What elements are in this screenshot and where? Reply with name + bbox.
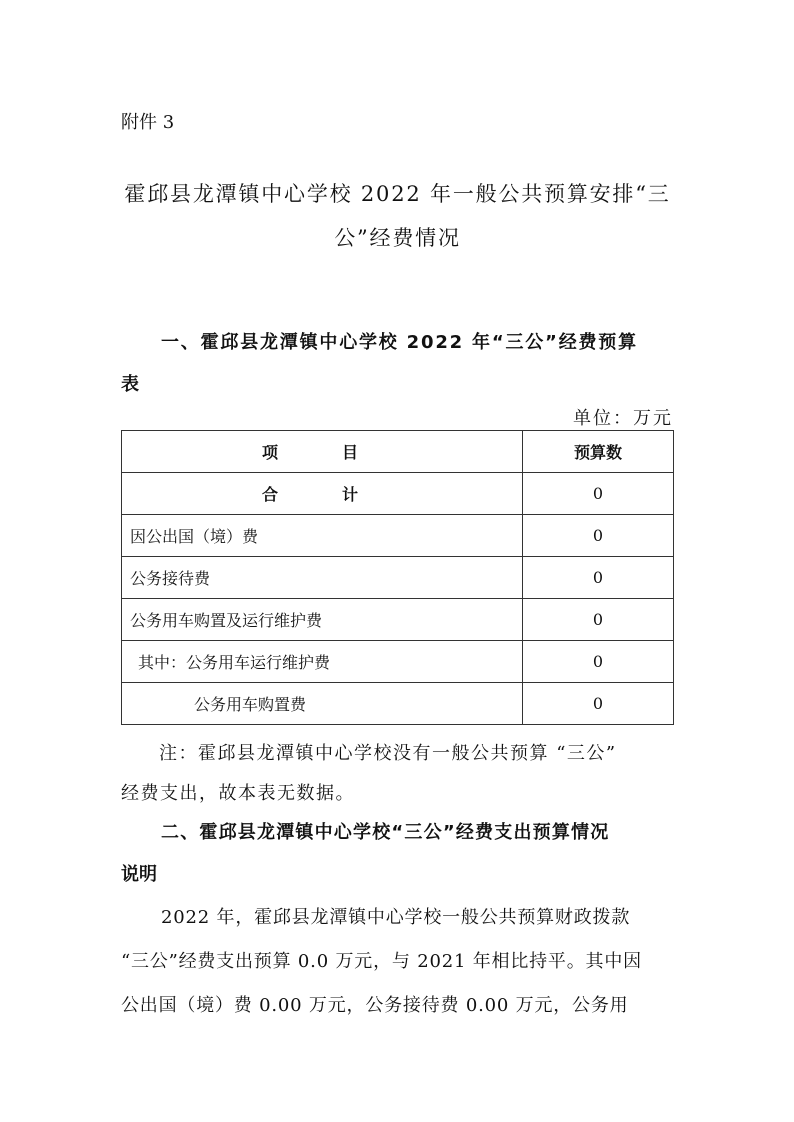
body-line-3: 公出国（境）费 0.00 万元，公务接待费 0.00 万元，公务用 [121, 995, 629, 1016]
document-title [121, 172, 674, 260]
table-row [122, 473, 674, 515]
row-label: 因公出国（境）费 [122, 515, 523, 557]
section-2-heading-line-1: 二、霍邱县龙潭镇中心学校“三公”经费支出预算情况 [161, 822, 610, 843]
row-value: 0 [523, 557, 674, 599]
row-label: 公务用车购置费 [122, 683, 523, 725]
header-amount: 预算数 [523, 431, 674, 473]
budget-table [121, 430, 674, 725]
table-row [122, 641, 674, 683]
unit-label: 单位：万元 [573, 408, 673, 429]
row-label: 公务接待费 [122, 557, 523, 599]
body-paragraph [121, 896, 674, 1028]
row-label: 公务用车购置及运行维护费 [122, 599, 523, 641]
table-row [122, 683, 674, 725]
row-value: 0 [523, 515, 674, 557]
row-value: 0 [523, 641, 674, 683]
table-row [122, 515, 674, 557]
section-1-heading-line-2: 表 [121, 374, 139, 395]
body-line-1: 2022 年，霍邱县龙潭镇中心学校一般公共预算财政拨款 [161, 907, 631, 928]
table-row [122, 599, 674, 641]
section-2-heading [121, 812, 674, 896]
row-value: 0 [523, 473, 674, 515]
section-1-heading [121, 322, 674, 406]
title-line-2: 公”经费情况 [334, 226, 461, 250]
attachment-label: 附件 3 [121, 112, 175, 133]
note-line-2: 经费支出，故本表无数据。 [121, 783, 355, 804]
section-1-heading-line-1: 一、霍邱县龙潭镇中心学校 2022 年“三公”经费预算 [161, 332, 638, 353]
row-value: 0 [523, 599, 674, 641]
title-line-1: 霍邱县龙潭镇中心学校 2022 年一般公共预算安排“三 [124, 182, 671, 206]
table-note [121, 734, 674, 814]
row-label: 其中：公务用车运行维护费 [122, 641, 523, 683]
section-2-heading-line-2: 说明 [121, 864, 157, 885]
row-label-total: 合 计 [122, 473, 523, 515]
table-header-row [122, 431, 674, 473]
body-line-2: “三公”经费支出预算 0.0 万元，与 2021 年相比持平。其中因 [121, 951, 642, 972]
note-line-1: 注：霍邱县龙潭镇中心学校没有一般公共预算 “三公” [159, 743, 617, 764]
header-item: 项 目 [122, 431, 523, 473]
table-row [122, 557, 674, 599]
row-value: 0 [523, 683, 674, 725]
